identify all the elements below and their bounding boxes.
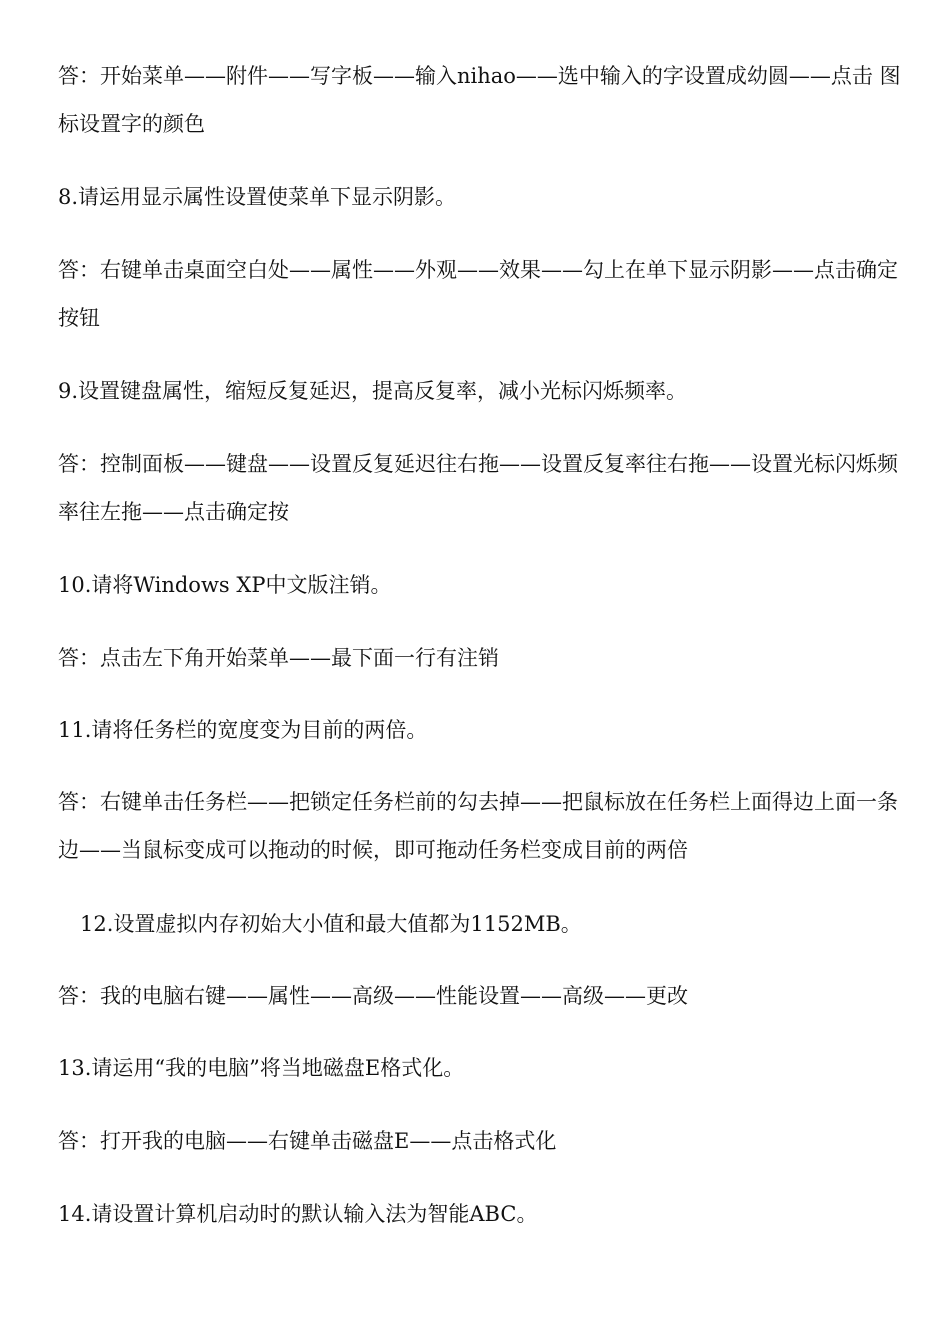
answer-11: 答：右键单击任务栏——把锁定任务栏前的勾去掉——把鼠标放在任务栏上面得边上面一条边——当鼠标变成可以拖动的时候，即可拖动任务栏变成目前的两倍 [58,790,898,862]
question-10: 10.请将Windows XP中文版注销。 [58,573,392,597]
question-11: 11.请将任务栏的宽度变为目前的两倍。 [58,718,428,742]
question-12: 12.设置虚拟内存初始大小值和最大值都为1152MB。 [80,912,582,936]
answer-10: 答：点击左下角开始菜单——最下面一行有注销 [58,646,499,670]
question-9: 9.设置键盘属性，缩短反复延迟，提高反复率，减小光标闪烁频率。 [58,379,688,403]
answer-13: 答：打开我的电脑——右键单击磁盘E——点击格式化 [58,1129,557,1153]
question-8: 8.请运用显示属性设置使菜单下显示阴影。 [58,185,457,209]
question-14: 14.请设置计算机启动时的默认输入法为智能ABC。 [58,1202,538,1226]
question-13: 13.请运用“我的电脑”将当地磁盘E格式化。 [58,1056,465,1080]
answer-9: 答：控制面板——键盘——设置反复延迟往右拖——设置反复率往右拖——设置光标闪烁频率往左拖——点击确定按 [58,452,898,524]
answer-12: 答：我的电脑右键——属性——高级——性能设置——高级——更改 [58,984,688,1008]
answer-7: 答：开始菜单——附件——写字板——输入nihao——选中输入的字设置成幼圆——点击 图标设置字的颜色 [58,64,901,136]
answer-8: 答：右键单击桌面空白处——属性——外观——效果——勾上在单下显示阴影——点击确定按钮 [58,258,898,330]
